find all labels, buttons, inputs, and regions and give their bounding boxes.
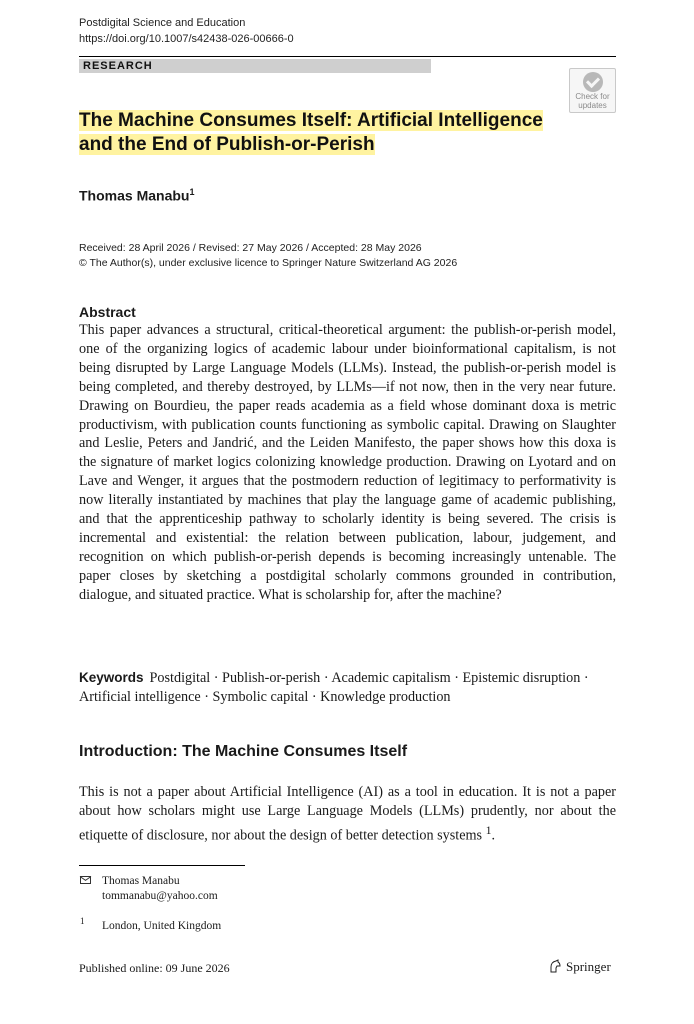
publisher-logo: [548, 958, 611, 976]
footnote-rule: [79, 865, 245, 866]
article-title-text: The Machine Consumes Itself: Artificial Intelligence and the End of Publish-or-Perish: [79, 110, 543, 155]
check-for-updates-label: Check for updates: [575, 92, 610, 110]
contact-email[interactable]: tommanabu@yahoo.com: [102, 890, 218, 902]
keywords-label: Keywords: [79, 670, 144, 685]
footnote-ref[interactable]: 1: [485, 823, 492, 837]
author-affiliation-marker: 1: [189, 187, 195, 197]
check-icon: [583, 72, 603, 92]
envelope-icon: [80, 876, 91, 884]
contact-name: Thomas Manabu: [102, 875, 180, 887]
doi-link[interactable]: https://doi.org/10.1007/s42438-026-00666-0: [79, 33, 294, 45]
keywords-text: Postdigital · Publish-or-perish · Academic capitalism · Epistemic disruption · Artificial intelligence · Symbolic capital · Knowledge production: [79, 670, 589, 705]
article-title: [79, 109, 549, 157]
introduction-heading: Introduction: The Machine Consumes Itself: [79, 743, 408, 760]
section-label: RESEARCH: [83, 60, 153, 72]
author-name: [79, 183, 194, 205]
article-dates: Received: 28 April 2026 / Revised: 27 May 2026 / Accepted: 28 May 2026: [79, 242, 422, 254]
affiliation-number: 1: [80, 916, 85, 926]
journal-name: Postdigital Science and Education: [79, 17, 246, 29]
abstract-heading: Abstract: [79, 304, 136, 320]
introduction-body: This is not a paper about Artificial Intelligence (AI) as a tool in education. It is not a paper about how scholars might use Large Language Models (LLMs) prudently, nor about the etiquette of disclosure, nor about the design of better detection systems: [79, 784, 616, 844]
publisher-name: Springer: [566, 959, 611, 974]
author-name-text: Thomas Manabu: [79, 187, 190, 204]
introduction-end: .: [491, 827, 496, 844]
keywords-block: [79, 668, 616, 707]
springer-horse-icon: [548, 959, 562, 973]
abstract-text: This paper advances a structural, critical-theoretical argument: the publish-or-perish model, one of the organizing logics of academic labour under bioinformational capitalism, is not being disrupted by Large Language Models (LLMs). Instead, the publish-or-perish model is being completed, and thereby destroyed, by LLMs—if not now, then in the very near future. Drawing on Bourdieu, the paper reads academia as a field whose dominant doxa is metric productivism, with publication counts functioning as symbolic capital. Drawing on Slaughter and Leslie, Peters and Jandrić, and the Leiden Manifesto, the paper shows how this doxa is the signature of market logics colonizing knowledge production. Drawing on Lyotard and on Lave and Wenger, it argues that the postmodern reduction of legitimacy to performativity is now literally instantiated by machines that play the language game of academic publishing, and that the apprenticeship pathway to scholarly identity is being severed. The crisis is incremental and existential: the relation between publication, labour, judgement, and recognition on which publish-or-perish depends is becoming increasingly untenable. The paper closes by sketching a postdigital scholarly commons grounded in contribution, dialogue, and situated practice. What is scholarship for, after the machine?: [79, 322, 616, 603]
copyright-line: © The Author(s), under exclusive licence to Springer Nature Switzerland AG 2026: [79, 257, 458, 269]
affiliation-text: London, United Kingdom: [102, 920, 222, 932]
check-for-updates-badge[interactable]: [569, 68, 616, 113]
header-rule: [79, 56, 616, 57]
published-date: Published online: 09 June 2026: [79, 961, 230, 975]
introduction-text: [79, 783, 616, 846]
